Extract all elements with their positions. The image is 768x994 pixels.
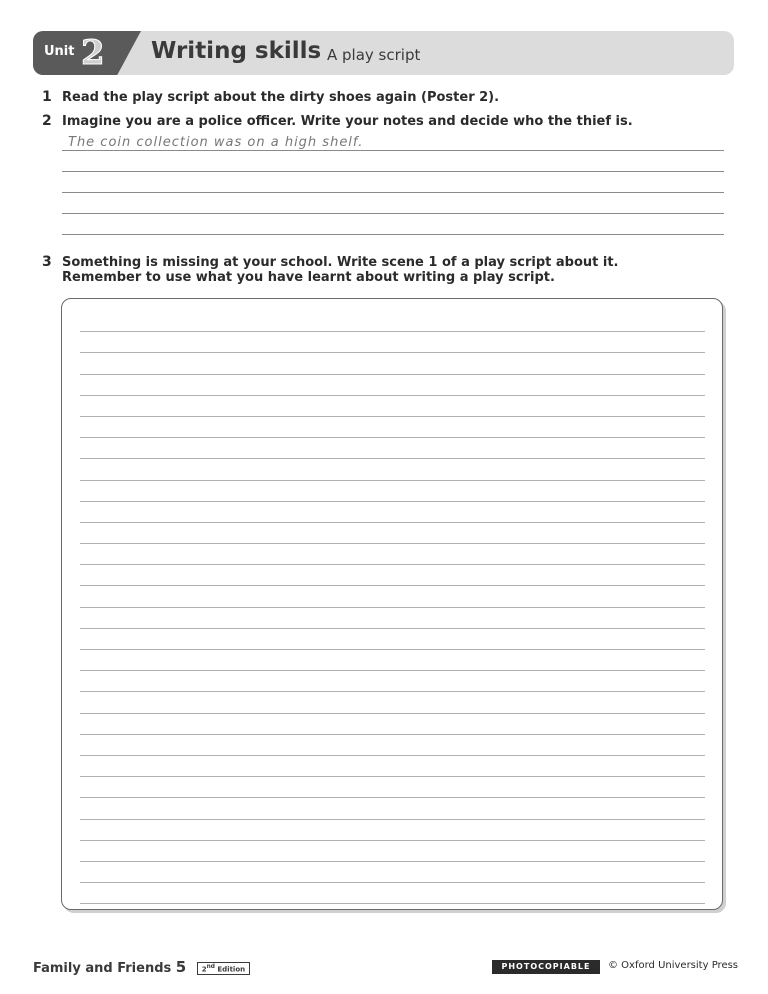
exercise-1 [42,89,499,105]
writing-line[interactable] [80,459,705,480]
writing-line[interactable] [80,523,705,544]
edition-label: Edition [217,965,246,974]
writing-line[interactable] [80,438,705,459]
exercise-instruction-continued: Remember to use what you have learnt about writing a play script. [62,270,555,285]
writing-line[interactable] [80,502,705,523]
writing-line[interactable] [80,735,705,756]
exercise-instruction: Read the play script about the dirty shoes again (Poster 2). [62,90,500,105]
exercise-instruction: Imagine you are a police officer. Write your notes and decide who the thief is. [62,114,633,129]
answer-line[interactable] [62,151,724,172]
exercise-number: 3 [42,254,52,270]
writing-line[interactable] [80,544,705,565]
unit-label: Unit [44,44,75,59]
writing-line[interactable] [80,375,705,396]
edition-number: 2 [201,965,207,974]
writing-line[interactable] [80,353,705,374]
writing-line[interactable] [80,629,705,650]
writing-line[interactable] [80,692,705,713]
brand-level: 5 [175,958,187,976]
writing-line[interactable] [80,671,705,692]
writing-line[interactable] [80,777,705,798]
unit-number: 2 [81,33,105,73]
writing-line[interactable] [80,650,705,671]
exercise-2 [42,113,633,129]
writing-line[interactable] [80,586,705,607]
writing-line[interactable] [80,311,705,332]
writing-line[interactable] [80,883,705,904]
page-subtitle: A play script [327,46,421,64]
exercise-number: 1 [42,89,52,105]
writing-line[interactable] [80,841,705,862]
example-answer: The coin collection was on a high shelf. [68,135,364,150]
writing-line[interactable] [80,481,705,502]
photocopiable-badge: PHOTOCOPIABLE [492,960,600,974]
brand-logo [33,958,250,976]
exercise-3 [42,254,618,285]
answer-line[interactable] [62,193,724,214]
unit-header [33,31,734,75]
edition-badge [197,962,250,975]
answer-line[interactable] [62,172,724,193]
writing-line[interactable] [80,756,705,777]
writing-line[interactable] [80,608,705,629]
writing-line[interactable] [80,862,705,883]
writing-line[interactable] [80,820,705,841]
edition-suffix: nd [206,963,215,970]
page-title: Writing skills [151,38,322,64]
writing-line[interactable] [80,332,705,353]
exercise-2-answer-area[interactable] [62,130,724,235]
answer-line[interactable] [62,130,724,151]
writing-line[interactable] [80,565,705,586]
writing-line[interactable] [80,714,705,735]
exercise-number: 2 [42,113,52,129]
brand-name: Family and Friends [33,961,172,976]
play-script-writing-box[interactable] [61,298,723,910]
writing-line[interactable] [80,798,705,819]
writing-line[interactable] [80,396,705,417]
writing-lines[interactable] [80,311,705,904]
writing-line[interactable] [80,417,705,438]
copyright-text: © Oxford University Press [608,960,739,971]
answer-line[interactable] [62,214,724,235]
exercise-instruction: Something is missing at your school. Write scene 1 of a play script about it. [62,255,619,270]
